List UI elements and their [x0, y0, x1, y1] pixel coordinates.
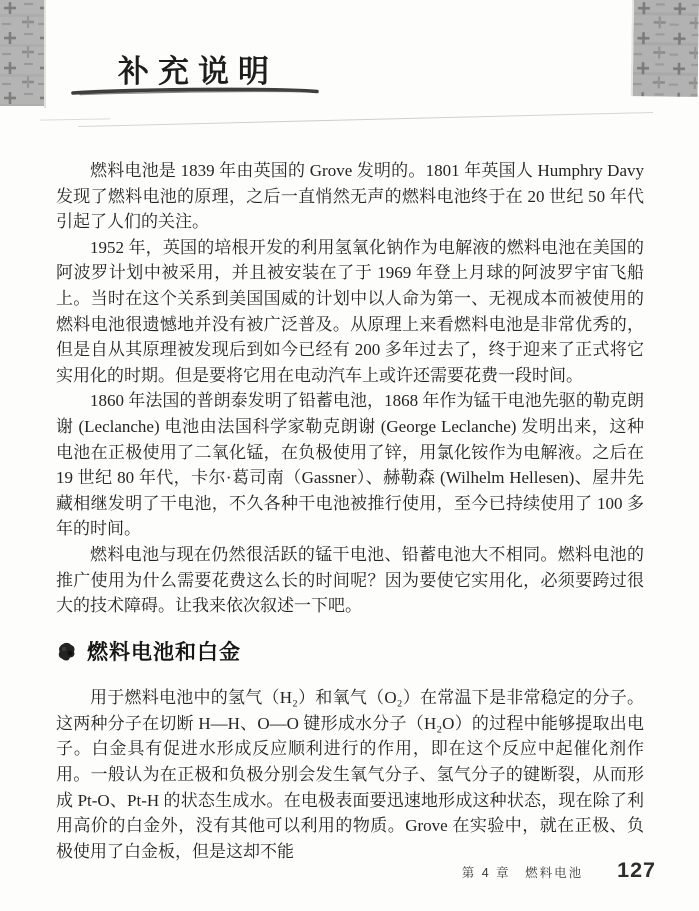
paragraph: 用于燃料电池中的氢气（H₂）和氧气（O₂）在常温下是非常稳定的分子。这两种分子在切断 H—H、O—O 键形成水分子（H₂O）的过程中能够提取出电子。白金具有促进水形成反应顺利进行的作用，即在这个反应中起催化剂作用。一般认为在正极和负极分别会发生氧气分子、氢气分子的键断裂，从而形成 Pt-O、Pt-H 的状态生成水。在电极表面要迅速地形成这种状态，现在除了利用高价的白金外，没有其他可以利用的物质。Grove 在实验中，就在正极、负极使用了白金板，但是这却不能 [56, 688, 644, 861]
footer-chapter-label: 第 4 章 燃料电池 [461, 866, 584, 880]
section-heading-row [56, 640, 644, 666]
page-edge-shadow-line-left [40, 118, 110, 120]
body-text-column [56, 158, 644, 864]
page-title: 补充说明 [118, 54, 278, 89]
section-heading: 燃料电池和白金 [87, 640, 241, 664]
paragraph: 1952 年，英国的培根开发的利用氢氧化钠作为电解液的燃料电池在美国的阿波罗计划中被采用，并且被安装在了于 1969 年登上月球的阿波罗宇宙飞船上。当时在这个关系到美国国威的计划中以人命为第一、无视成本而被使用的燃料电池很遗憾地并没有被广泛普及。从原理上来看燃料电池是非常优秀的，但是自从其原理被发现后到如今已经有 200 多年过去了，终于迎来了正式将它实用化的时期。但是要将它用在电动汽车上或许还需要花费一段时间。 [56, 237, 644, 385]
ink-stamp-icon [56, 641, 78, 663]
paragraph: 燃料电池是 1839 年由英国的 Grove 发明的。1801 年英国人 Humphry Davy 发现了燃料电池的原理，之后一直悄然无声的燃料电池终于在 20 世纪 50 年代引起了人们的关注。 [56, 161, 644, 232]
page-edge-shadow-line [78, 112, 653, 127]
title-brush-underline [70, 84, 320, 98]
footer-page-number: 127 [617, 858, 656, 882]
cover-texture-top-right [631, 0, 699, 98]
paragraph: 1860 年法国的普朗泰发明了铅蓄电池，1868 年作为锰干电池先驱的勒克朗谢 (Leclanche) 电池由法国科学家勒克朗谢 (George Leclanche) 发明出来，这种电池在正极使用了二氧化锰，在负极使用了锌，用氯化铵作为电解液。之后在 19 世纪 80 年代，卡尔·葛司南（Gassner）、赫勒森 (Wilhelm Hellesen)、屋井先藏相继发明了干电池，不久各种干电池被推行使用，至今已持续使用了 100 多年的时间。 [56, 391, 644, 539]
cover-texture-top-left [0, 0, 46, 108]
page-footer [56, 858, 656, 883]
paragraph: 燃料电池与现在仍然很活跃的锰干电池、铅蓄电池大不相同。燃料电池的推广使用为什么需要花费这么长的时间呢？因为要使它实用化，必须要跨过很大的技术障碍。让我来依次叙述一下吧。 [56, 544, 644, 616]
